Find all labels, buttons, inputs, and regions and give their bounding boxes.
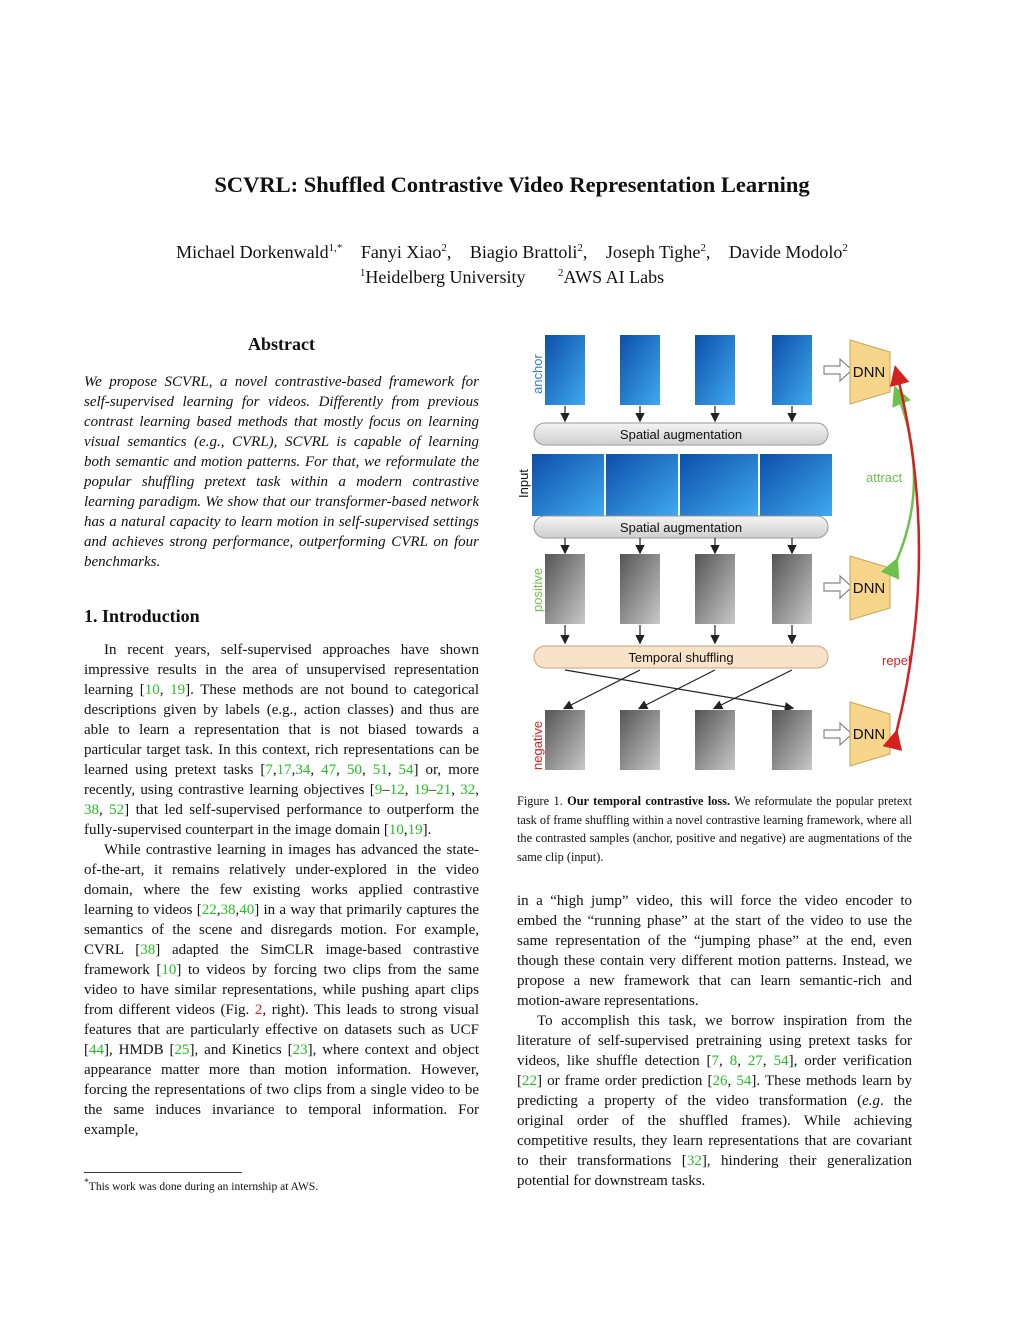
anchor-frame <box>772 335 812 405</box>
dnn-label-anchor: DNN <box>852 364 886 381</box>
intro-paragraph-3: in a “high jump” video, this will force the video encoder to embed the “running phase” at the start of the video to use the same representation of the “jumping phase” at the end, even though these contain very different motion patterns. Instead, we propose a new framework that can learn semantic-rich and motion-aware representations. <box>517 893 912 1009</box>
figure-reference-link[interactable]: 2 <box>254 1002 263 1018</box>
abstract-text: We propose SCVRL, a novel contrastive-based framework for self-supervised learning for videos. Differently from previous contrast learning based methods that mostly focus on learning visual semantics (e.g., CVRL), SCVRL is capable of learning both semantic and motion patterns. For that, we reformulate the popular shuffling pretext task within a modern contrastive learning paradigm. We show that our transformer-based network has a natural capacity to learn motion in self-supervised settings and achieves strong performance, outperforming CVRL on four benchmarks. <box>84 374 479 570</box>
input-label: Input <box>516 469 531 498</box>
hollow-arrow-icon <box>824 723 852 745</box>
citation-link[interactable]: 9 <box>374 782 383 798</box>
anchor-frame <box>620 335 660 405</box>
citation-link[interactable]: 40 <box>239 902 255 918</box>
negative-frame <box>545 710 585 770</box>
citation-link[interactable]: 12 <box>389 782 405 798</box>
author-block <box>0 240 1024 290</box>
section-heading-introduction: 1. Introduction <box>84 606 200 626</box>
anchor-frame <box>545 335 585 405</box>
citation-link[interactable]: 32 <box>686 1153 702 1169</box>
input-frame <box>680 454 758 516</box>
citation-link[interactable]: 44 <box>89 1042 104 1058</box>
input-frame <box>606 454 678 516</box>
negative-frame <box>695 710 735 770</box>
intro-paragraph-4: To accomplish this task, we borrow inspiration from the literature of self-supervised pretraining using pretext tasks for videos, like shuffle detection [7, 8, 27, 54], order verification [22] or frame order prediction [26, 54]. These methods learn by predicting a property of the video transformation (e.g. the original order of the shuffled frames). While achieving competitive results, they learn representations that are covariant to their transformations [32], hindering their generalization potential for downstream tasks. <box>517 1013 913 1189</box>
abstract-heading: Abstract <box>248 334 315 354</box>
citation-link[interactable]: 22 <box>201 902 217 918</box>
citation-link[interactable]: 8 <box>729 1053 738 1069</box>
negative-label: negative <box>530 720 545 770</box>
citation-link[interactable]: 19 <box>170 682 186 698</box>
anchor-frame <box>695 335 735 405</box>
citation-link[interactable]: 52 <box>109 802 125 818</box>
attract-label: attract <box>866 470 903 485</box>
anchor-label: anchor <box>530 354 545 394</box>
dnn-label-positive: DNN <box>852 580 886 597</box>
spatial-augmentation-label-top: Spatial augmentation <box>619 427 743 442</box>
shuffle-arrows <box>565 670 792 708</box>
paper-title: SCVRL: Shuffled Contrastive Video Representation Learning <box>214 172 810 197</box>
figure-caption: Figure 1. Our temporal contrastive loss. We reformulate the popular pretext task of frame shuffling within a novel contrastive learning framework, where all the contrasted samples (anchor, positive and negative) are augmentations of the same clip (input). <box>517 794 912 864</box>
citation-link[interactable]: 54 <box>398 762 414 778</box>
spatial-augmentation-label-bottom: Spatial augmentation <box>619 520 743 535</box>
citation-link[interactable]: 17 <box>276 762 292 778</box>
citation-link[interactable]: 51 <box>372 762 388 778</box>
positive-frame <box>620 554 660 624</box>
negative-frame <box>620 710 660 770</box>
citation-link[interactable]: 25 <box>174 1042 190 1058</box>
citation-link[interactable]: 23 <box>292 1042 308 1058</box>
temporal-shuffling-label: Temporal shuffling <box>628 650 734 665</box>
citation-link[interactable]: 38 <box>220 902 236 918</box>
citation-link[interactable]: 38 <box>84 802 99 818</box>
citation-link[interactable]: 34 <box>295 762 311 778</box>
intro-paragraph-2: While contrastive learning in images has advanced the state-of-the-art, it remains relatively under-explored in the video domain, where the few existing works applied contrastive learning to videos [22,38,40] in a way that primarily captures the semantics of the scene and disregards motion. For example, CVRL [38] adapted the SimCLR image-based contrastive framework [10] to videos by forcing two clips from the same video to have similar representations, while pushing apart clips from different videos (Fig. 2, right). This leads to strong visual features that are particularly effective on datasets such as UCF [44], HMDB [25], and Kinetics [23], where context and object appearance matter more than motion information. However, forcing the representations of two clips from a single video to be the same induces invariance to temporal information. For example, <box>84 842 479 1138</box>
citation-link[interactable]: 50 <box>346 762 362 778</box>
positive-label: positive <box>530 567 545 612</box>
negative-frame <box>772 710 812 770</box>
citation-link[interactable]: 10 <box>161 962 177 978</box>
affiliations: $^1$Heidelberg University $^2$AWS AI Labs <box>359 267 665 287</box>
citation-link[interactable]: 10 <box>144 682 160 698</box>
hollow-arrow-icon <box>824 576 852 598</box>
citation-link[interactable]: 21 <box>436 782 452 798</box>
hollow-arrow-icon <box>824 359 852 381</box>
citation-link[interactable]: 7 <box>711 1053 720 1069</box>
citation-link[interactable]: 54 <box>773 1053 789 1069</box>
figure-1-diagram <box>512 330 922 770</box>
author-names: Michael Dorkenwald$^{1,*}$ Fanyi Xiao$^2$, Biagio Brattoli$^2$, Joseph Tighe$^2$, Davide Modolo$^2$ <box>176 242 848 262</box>
right-column <box>517 891 912 1191</box>
citation-link[interactable]: 47 <box>321 762 337 778</box>
citation-link[interactable]: 54 <box>736 1073 752 1089</box>
citation-link[interactable]: 19 <box>413 782 429 798</box>
citation-link[interactable]: 38 <box>140 942 156 958</box>
citation-link[interactable]: 26 <box>712 1073 728 1089</box>
input-frame <box>532 454 604 516</box>
footnote: *This work was done during an internship at AWS. <box>84 1177 319 1193</box>
intro-paragraph-1: In recent years, self-supervised approaches have shown impressive results in the area of unsupervised representation learning [10, 19]. These methods are not bound to categorical descriptions given by labels (e.g., action classes) and thus are able to learn a representation that is not biased towards a particular target task. In this context, rich representations can be learned using pretext tasks [7,17,34, 47, 50, 51, 54] or, more recently, using contrastive learning objectives [9–12, 19–21, 32, 38, 52] that led self-supervised performance to outperform the fully-supervised counterpart in the image domain [10,19]. <box>84 642 480 838</box>
citation-link[interactable]: 27 <box>747 1053 763 1069</box>
input-frame <box>760 454 832 516</box>
footnote-rule <box>84 1172 242 1173</box>
positive-frame <box>772 554 812 624</box>
citation-link[interactable]: 32 <box>460 782 476 798</box>
positive-frame <box>695 554 735 624</box>
citation-link[interactable]: 22 <box>522 1073 537 1089</box>
positive-frame <box>545 554 585 624</box>
citation-link[interactable]: 19 <box>407 822 423 838</box>
left-column <box>84 334 479 1140</box>
repel-label: repel <box>882 653 911 668</box>
citation-link[interactable]: 10 <box>388 822 404 838</box>
dnn-label-negative: DNN <box>852 726 886 743</box>
citation-link[interactable]: 7 <box>265 762 273 778</box>
